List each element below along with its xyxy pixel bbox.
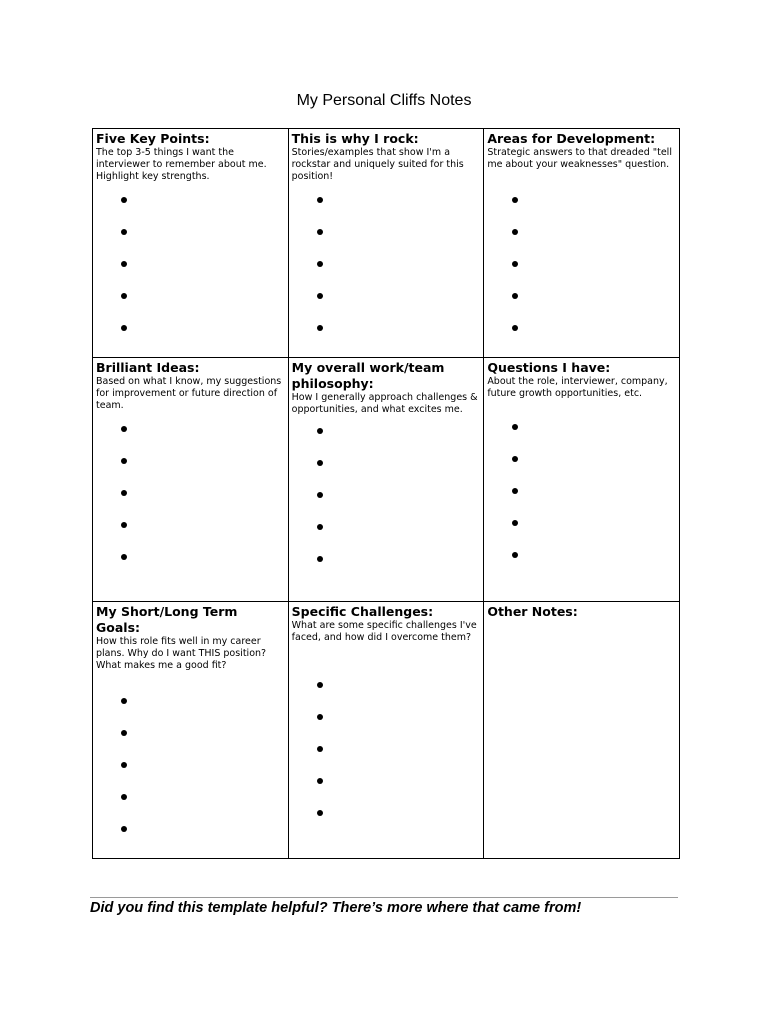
bullet-point bbox=[487, 488, 676, 520]
bullet-point bbox=[487, 293, 676, 325]
bullet-point bbox=[96, 229, 285, 261]
bullet-point bbox=[487, 424, 676, 456]
footer-divider bbox=[90, 897, 678, 898]
cell-description: Based on what I know, my suggestions for improvement or future direction of team. bbox=[96, 376, 282, 411]
bullet-point bbox=[292, 778, 481, 810]
bullet-point bbox=[96, 261, 285, 293]
bullet-point bbox=[96, 522, 285, 554]
bullet-list bbox=[487, 424, 676, 584]
cell-description: What are some specific challenges I've faced, and how did I overcome them? bbox=[291, 620, 477, 643]
bullet-list bbox=[96, 426, 285, 586]
bullet-point bbox=[96, 490, 285, 522]
cell-five-key-points bbox=[93, 129, 289, 358]
cell-questions-i-have bbox=[484, 358, 680, 602]
bullet-list bbox=[487, 197, 676, 357]
bullet-point bbox=[96, 794, 285, 826]
bullet-list bbox=[292, 682, 481, 842]
bullet-point bbox=[292, 460, 481, 492]
bullet-point bbox=[96, 762, 285, 794]
cell-heading: Brilliant Ideas: bbox=[96, 360, 200, 375]
bullet-point bbox=[96, 293, 285, 325]
cell-heading: This is why I rock: bbox=[291, 131, 419, 146]
bullet-point bbox=[292, 556, 481, 588]
cell-description: Strategic answers to that dreaded "tell me about your weaknesses" question. bbox=[487, 147, 672, 170]
notes-grid bbox=[92, 128, 680, 859]
cell-areas-for-development bbox=[484, 129, 680, 358]
bullet-point bbox=[487, 325, 676, 357]
bullet-point bbox=[96, 698, 285, 730]
bullet-point bbox=[292, 746, 481, 778]
bullet-point bbox=[292, 428, 481, 460]
cell-heading: Five Key Points: bbox=[96, 131, 210, 146]
bullet-point bbox=[292, 197, 481, 229]
bullet-point bbox=[292, 524, 481, 556]
bullet-point bbox=[292, 492, 481, 524]
cell-short-long-term-goals bbox=[93, 602, 289, 859]
bullet-point bbox=[292, 682, 481, 714]
bullet-point bbox=[292, 325, 481, 357]
bullet-list bbox=[96, 197, 285, 357]
cell-specific-challenges bbox=[288, 602, 484, 859]
bullet-point bbox=[96, 325, 285, 357]
cell-description: Stories/examples that show I'm a rockstar and uniquely suited for this position! bbox=[291, 147, 464, 182]
bullet-point bbox=[292, 810, 481, 842]
cell-other-notes bbox=[484, 602, 680, 859]
footer-text: Did you find this template helpful? There’s more where that came from! bbox=[90, 900, 582, 916]
cell-heading: My overall work/team philosophy: bbox=[291, 360, 445, 391]
bullet-point bbox=[96, 554, 285, 586]
cell-description: How I generally approach challenges & opportunities, and what excites me. bbox=[291, 392, 478, 415]
cell-description: How this role fits well in my career plans. Why do I want THIS position? What makes me a good fit? bbox=[96, 636, 267, 671]
bullet-list bbox=[292, 197, 481, 357]
bullet-point bbox=[487, 552, 676, 584]
cell-heading: My Short/Long Term Goals: bbox=[96, 604, 238, 635]
bullet-point bbox=[487, 197, 676, 229]
bullet-point bbox=[487, 229, 676, 261]
cell-heading: Areas for Development: bbox=[487, 131, 656, 146]
bullet-point bbox=[96, 197, 285, 229]
cell-why-i-rock bbox=[288, 129, 484, 358]
bullet-point bbox=[96, 426, 285, 458]
cell-brilliant-ideas bbox=[93, 358, 289, 602]
bullet-point bbox=[96, 826, 285, 858]
bullet-point bbox=[292, 293, 481, 325]
bullet-list bbox=[96, 698, 285, 858]
cell-heading: Questions I have: bbox=[487, 360, 611, 375]
bullet-list bbox=[292, 428, 481, 588]
cell-description: The top 3-5 things I want the interviewer to remember about me. Highlight key strengths. bbox=[96, 147, 267, 182]
page-title: My Personal Cliffs Notes bbox=[296, 92, 472, 109]
bullet-point bbox=[487, 261, 676, 293]
bullet-point bbox=[487, 520, 676, 552]
bullet-point bbox=[292, 229, 481, 261]
cell-heading: Other Notes: bbox=[487, 604, 578, 619]
bullet-point bbox=[96, 458, 285, 490]
bullet-point bbox=[292, 714, 481, 746]
bullet-point bbox=[487, 456, 676, 488]
bullet-point bbox=[292, 261, 481, 293]
bullet-point bbox=[96, 730, 285, 762]
cell-description: About the role, interviewer, company, future growth opportunities, etc. bbox=[487, 376, 668, 399]
cell-heading: Specific Challenges: bbox=[291, 604, 434, 619]
cell-work-philosophy bbox=[288, 358, 484, 602]
